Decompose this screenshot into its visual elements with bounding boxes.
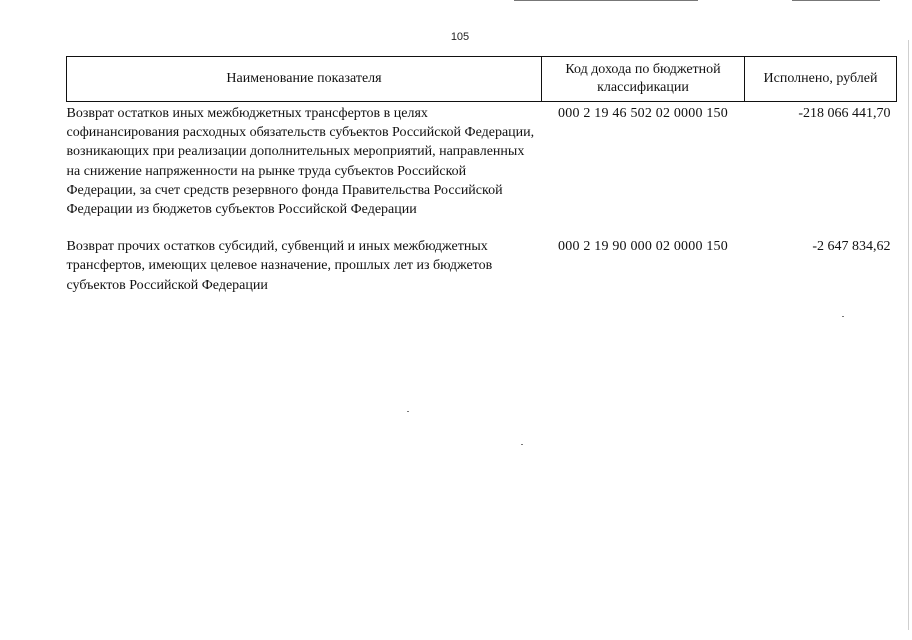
page-number: 105 (450, 31, 470, 43)
scan-artifact (521, 444, 523, 445)
income-code: 000 2 19 46 502 02 0000 150 (558, 106, 728, 121)
header-indicator-name: Наименование показателя (67, 57, 542, 102)
table-header-row (67, 57, 897, 102)
scan-artifact (842, 316, 844, 317)
header-executed-amount: Исполнено, рублей (745, 57, 897, 102)
page-edge (908, 40, 909, 630)
header-income-code: Код дохода по бюджетной классификации (542, 57, 745, 102)
executed-amount: -2 647 834,62 (812, 239, 891, 255)
table-row (67, 235, 897, 295)
scan-artifact (792, 0, 880, 1)
scan-artifact (407, 411, 409, 412)
budget-table (66, 56, 897, 295)
table-row (67, 102, 897, 236)
executed-amount: -218 066 441,70 (798, 106, 891, 121)
income-code: 000 2 19 90 000 02 0000 150 (558, 239, 728, 255)
indicator-name: Возврат остатков иных межбюджетных трансфертов в целях софинансирования расходных обязательств субъектов Российской Федерации, возникающих при реализации дополнительных мероприятий, направленных на снижение напряженности на рынке труда субъектов Российской Федерации, за счет средств резервного фонда Правительства Российской Федерации из бюджетов субъектов Российской Федерации (66, 106, 535, 218)
indicator-name: Возврат прочих остатков субсидий, субвенций и иных межбюджетных трансфертов, имеющих целевое назначение, прошлых лет из бюджетов субъектов Российской Федерации (66, 239, 493, 293)
scan-artifact (514, 0, 698, 1)
